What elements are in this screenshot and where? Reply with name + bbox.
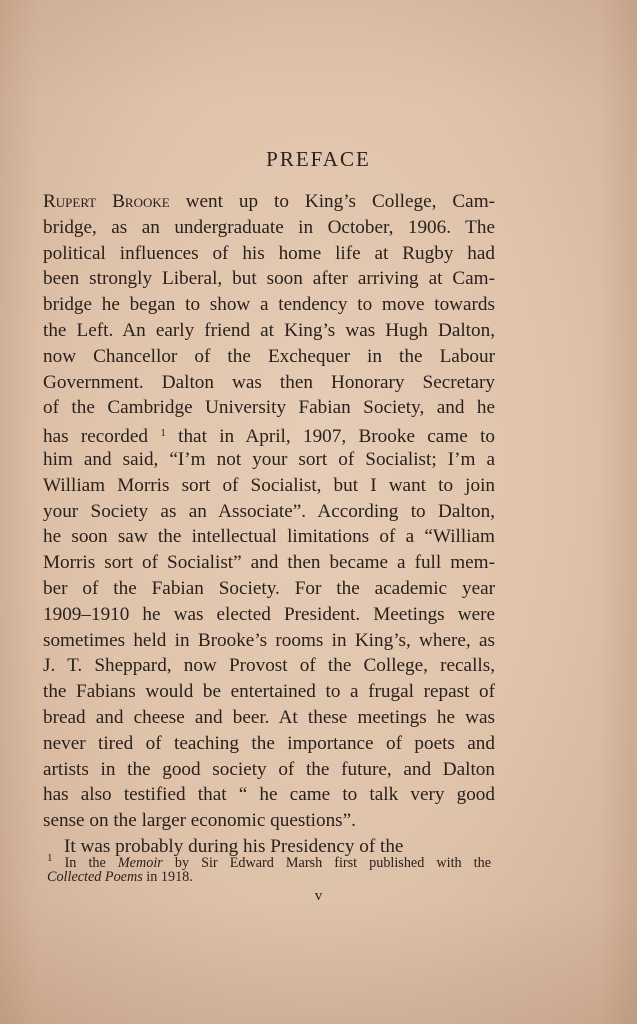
text-line bbox=[43, 808, 495, 834]
text-line bbox=[43, 215, 495, 241]
text-segment: has recorded bbox=[43, 426, 161, 448]
text-line bbox=[43, 602, 495, 628]
footnote-text-a: In the bbox=[52, 855, 118, 871]
text-segment: he soon saw the intellectual limitations of a “William bbox=[43, 526, 495, 548]
preface-body bbox=[43, 189, 495, 860]
text-segment: the Left. An early friend at King’s was Hugh Dalton, bbox=[43, 319, 495, 341]
text-line bbox=[43, 628, 495, 654]
text-segment: sense on the larger economic questions”. bbox=[43, 810, 356, 832]
text-segment: that in April, 1907, Brooke came to bbox=[165, 426, 495, 448]
text-segment: the Fabians would be entertained to a frugal repast of bbox=[43, 681, 495, 703]
text-segment: never tired of teaching the importance of poets and bbox=[43, 732, 495, 754]
text-segment: Government. Dalton was then Honorary Secretary bbox=[43, 371, 495, 393]
text-segment: Morris sort of Socialist” and then became a full mem- bbox=[43, 552, 495, 574]
text-line bbox=[43, 473, 495, 499]
text-line bbox=[43, 318, 495, 344]
text-segment: sometimes held in Brooke’s rooms in King’s, where, as bbox=[43, 629, 495, 651]
text-segment: of the Cambridge University Fabian Society, and he bbox=[43, 397, 495, 419]
text-line bbox=[43, 344, 495, 370]
text-segment: bread and cheese and beer. At these meetings he was bbox=[43, 706, 495, 728]
text-line bbox=[43, 499, 495, 525]
text-segment: has also testified that “ he came to talk very good bbox=[43, 784, 495, 806]
footnote-reference: 1 bbox=[160, 427, 166, 440]
page-title: PREFACE bbox=[266, 147, 371, 171]
text-line bbox=[43, 757, 495, 783]
text-segment: went up to King’s College, Cam- bbox=[169, 191, 496, 212]
footnote-marker: 1 bbox=[47, 852, 53, 864]
text-segment: your Society as an Associate”. According to Dalton, bbox=[43, 500, 495, 522]
footnote bbox=[47, 849, 491, 887]
text-segment: J. T. Sheppard, now Provost of the College, recalls, bbox=[43, 655, 495, 677]
author-name: Rupert Brooke bbox=[43, 191, 170, 212]
footnote-text-b: by Sir Edward Marsh first published with the bbox=[162, 855, 492, 871]
text-line bbox=[43, 189, 495, 215]
text-line bbox=[43, 576, 495, 602]
text-segment: William Morris sort of Socialist, but I want to join bbox=[43, 474, 495, 496]
footnote-memoir-title: Memoir bbox=[117, 855, 163, 871]
text-segment: now Chancellor of the Exchequer in the Labour bbox=[43, 345, 495, 367]
text-segment: artists in the good society of the future, and Dalton bbox=[43, 758, 495, 780]
text-segment: been strongly Liberal, but soon after arriving at Cam- bbox=[43, 268, 495, 290]
text-line bbox=[43, 731, 495, 757]
text-segment: ber of the Fabian Society. For the academic year bbox=[43, 577, 495, 599]
text-line bbox=[43, 705, 495, 731]
text-line bbox=[43, 524, 495, 550]
text-segment: bridge he began to show a tendency to move towards bbox=[43, 294, 495, 316]
text-line bbox=[43, 370, 495, 396]
footnote-collected-poems-title: Collected Poems bbox=[47, 869, 143, 885]
footnote-text-c: in 1918. bbox=[142, 869, 193, 885]
text-line bbox=[43, 266, 495, 292]
text-line bbox=[43, 395, 495, 421]
text-segment: 1909–1910 he was elected President. Meetings were bbox=[43, 603, 495, 625]
page-number: v bbox=[314, 888, 323, 904]
text-line bbox=[43, 653, 495, 679]
text-line bbox=[43, 241, 495, 267]
text-line bbox=[43, 782, 495, 808]
text-segment: It was probably during his Presidency of the bbox=[64, 835, 404, 857]
text-segment: political influences of his home life at Rugby had bbox=[43, 242, 495, 264]
text-line bbox=[43, 447, 495, 473]
footnote-line-1 bbox=[47, 849, 492, 871]
text-line bbox=[43, 550, 495, 576]
text-segment: bridge, as an undergraduate in October, 1906. The bbox=[43, 216, 495, 238]
text-segment: him and said, “I’m not your sort of Socialist; I’m a bbox=[43, 448, 495, 470]
text-line bbox=[43, 679, 495, 705]
text-line bbox=[43, 421, 495, 447]
text-line bbox=[43, 292, 495, 318]
